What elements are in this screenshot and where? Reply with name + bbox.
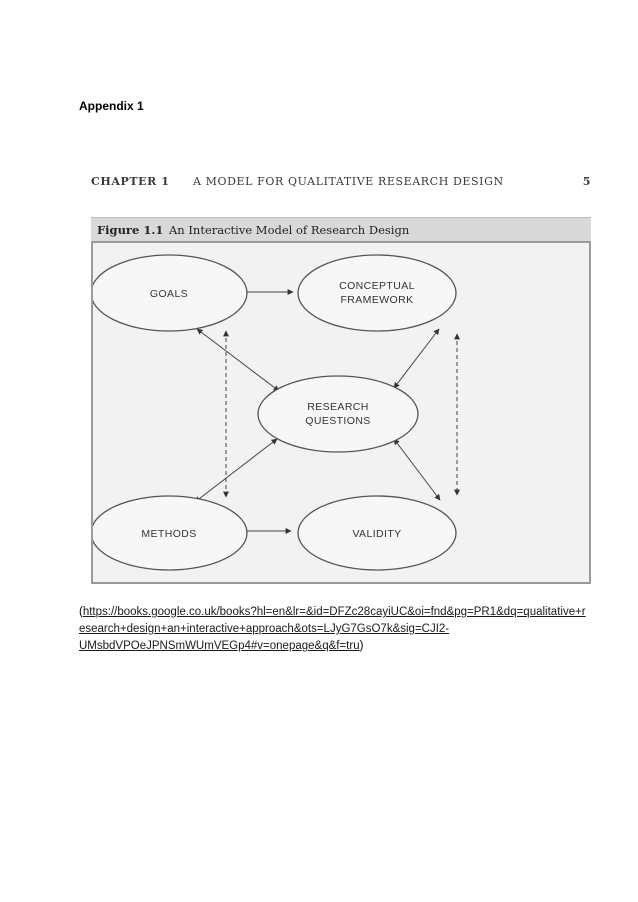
page-number: 5 [582,175,591,188]
chapter-title: A MODEL FOR QUALITATIVE RESEARCH DESIGN [193,175,504,188]
open-paren: ( [79,606,83,618]
source-link-line-2[interactable]: esearch+design+an+interactive+approach&ots=LJyG7GsO7k&sig=CJI2- [79,623,450,635]
source-citation [79,604,586,655]
figure-number: Figure 1.1 [97,223,164,237]
chapter-label: CHAPTER 1 [91,175,170,188]
connector-goals-research [197,329,279,391]
node-research-questions [258,376,418,452]
close-paren: ) [359,640,364,652]
source-link-line-3[interactable]: UMsbdVPOeJPNSmWUmVEGp4#v=onepage&q&f=tru [79,640,360,652]
node-conceptual-framework [298,255,456,331]
label-validity: VALIDITY [352,528,402,540]
figure-caption-bar [91,217,591,242]
label-conceptual-2: FRAMEWORK [340,294,414,306]
connector-research-methods [195,439,277,502]
label-goals: GOALS [149,288,189,300]
connector-conceptual-research [394,329,439,388]
label-research-1: RESEARCH [307,401,369,413]
label-conceptual-1: CONCEPTUAL [339,280,415,292]
appendix-title: Appendix 1 [79,99,144,113]
diagram-canvas [93,243,589,582]
connector-research-validity [394,439,440,500]
label-methods: METHODS [141,528,197,540]
scanned-book-page [79,165,603,595]
figure-caption: An Interactive Model of Research Design [169,223,410,237]
research-design-diagram [91,241,591,584]
book-running-header [91,175,591,193]
source-link-line-1[interactable]: https://books.google.co.uk/books?hl=en&lr=&id=DFZc28cayiUC&oi=fnd&pg=PR1&dq=qualitative+r [82,606,586,618]
label-research-2: QUESTIONS [305,415,371,427]
